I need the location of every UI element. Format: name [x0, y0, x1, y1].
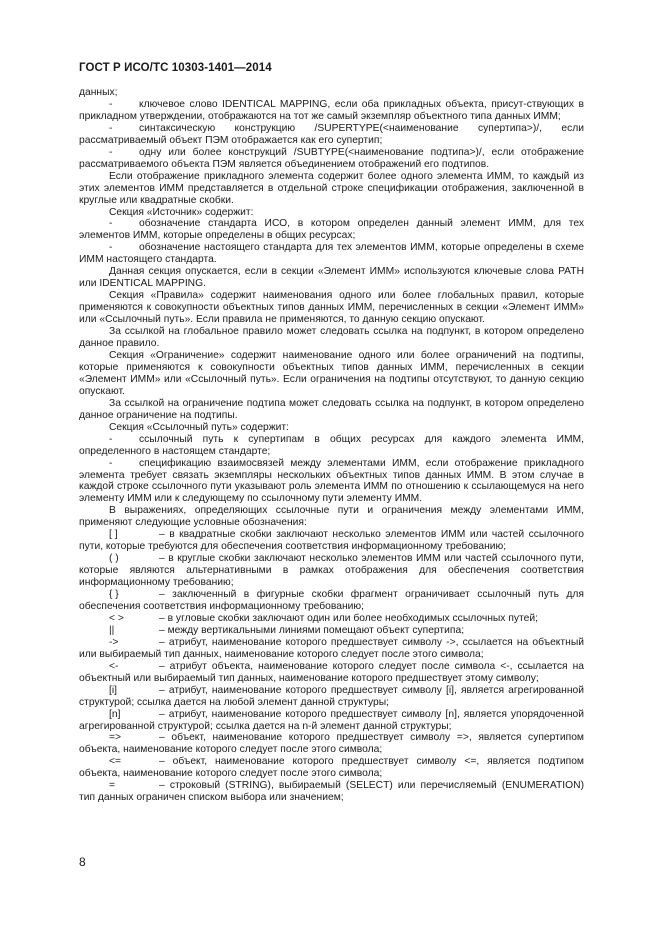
- paragraph-text: – атрибут, наименование которого предшествует символу [i], является агрегированной структурой; ссылка дается на любой элемент данной структуры;: [79, 684, 584, 708]
- paragraph-text: ключевое слово IDENTICAL MAPPING, если оба прикладных объекта, присут-ствующих в прикладном утверждении, отображаются на тот же самый экземпляр объектного типа данных ИММ;: [79, 98, 584, 122]
- list-marker: -: [109, 146, 113, 158]
- paragraph-text: Секция «Ссылочный путь» содержит:: [109, 421, 289, 433]
- notation-item: [79, 732, 584, 756]
- notation-item: [79, 709, 584, 733]
- list-item: [79, 99, 584, 123]
- list-marker: -: [109, 242, 113, 254]
- paragraph-text: ссылочный путь к супертипам в общих ресурсах для каждого элемента ИММ, определенного в настоящем стандарте;: [79, 433, 584, 457]
- notation-item: [79, 637, 584, 661]
- notation-item: [79, 589, 584, 613]
- list-marker: -: [109, 98, 113, 110]
- page-number: 8: [79, 855, 86, 869]
- notation-item: [79, 529, 584, 553]
- paragraph-text: одну или более конструкций /SUBTYPE(<наименование подтипа>)/, если отображение рассматриваемого объекта ПЭМ является объединением отображений его подтипов.: [79, 146, 584, 170]
- paragraph: [79, 266, 584, 290]
- paragraph-text: – атрибут, наименование которого предшествует символу ->, ссылается на объектный или выбираемый тип данных, наименование которого следует после этого символа;: [79, 636, 584, 660]
- paragraph-text: – объект, наименование которого предшествует символу <=, является подтипом объекта, наименование которого следует после этого символа;: [79, 756, 584, 780]
- paragraph-text: За ссылкой на глобальное правило может следовать ссылка на подпункт, в котором определено данное правило.: [79, 326, 584, 350]
- list-marker: -: [109, 433, 113, 445]
- paragraph-text: синтаксическую конструкцию /SUPERTYPE(<наименование супертипа>)/, если рассматриваемый объект ПЭМ отображается как его супертип;: [79, 122, 584, 146]
- paragraph: [79, 505, 584, 529]
- paragraph-text: – объект, наименование которого предшествует символу =>, является супертипом объекта, наименование которого следует после этого символа;: [79, 732, 584, 756]
- list-item: [79, 458, 584, 506]
- paragraph-text: спецификацию взаимосвязей между элементами ИММ, если отображение прикладного элемента требует связать экземпляры нескольких объектных типов данных ИММ. В этом случае в каждой строке ссылочного пути указывают роль элемента ИММ по отношению к ссылающемуся на него элементу ИММ или к следующему по ссылочному пути элементу ИММ.: [79, 457, 584, 505]
- page-header-title: ГОСТ Р ИСО/ТС 10303-1401—2014: [79, 62, 272, 74]
- list-item: [79, 123, 584, 147]
- notation-symbol: { }: [109, 589, 119, 601]
- paragraph-text: – между вертикальными линиями помещают объект супертипа;: [159, 624, 465, 636]
- notation-symbol: ( ): [109, 553, 119, 565]
- paragraph: [79, 87, 584, 99]
- list-item: [79, 242, 584, 266]
- paragraph-text: – строковый (STRING), выбираемый (SELECT) или перечисляемый (ENUMERATION) тип данных ограничен списком выбора или значением;: [79, 780, 584, 804]
- paragraph: [79, 171, 584, 207]
- notation-symbol: <=: [109, 756, 122, 768]
- paragraph: [79, 422, 584, 434]
- paragraph-text: Данная секция опускается, если в секции «Элемент ИММ» используются ключевые слова PATH или IDENTICAL MAPPING.: [79, 266, 584, 290]
- paragraph-text: В выражениях, определяющих ссылочные пути и ограничения между элементами ИММ, применяют следующие условные обозначения:: [79, 505, 584, 529]
- list-item: [79, 218, 584, 242]
- paragraph-text: Секция «Источник» содержит:: [109, 206, 254, 218]
- paragraph-text: данных;: [79, 87, 118, 98]
- list-marker: -: [109, 457, 113, 469]
- notation-item: [79, 780, 584, 804]
- list-marker: -: [109, 122, 113, 134]
- page-body: [79, 87, 584, 804]
- list-item: [79, 434, 584, 458]
- paragraph: [79, 290, 584, 326]
- notation-symbol: [n]: [109, 708, 121, 720]
- paragraph-text: обозначение настоящего стандарта для тех элементов ИММ, которые определены в схеме ИММ настоящего стандарта.: [79, 242, 584, 266]
- paragraph-text: Если отображение прикладного элемента содержит более одного элемента ИММ, то каждый из этих элементов ИММ представляется в отдельной строке спецификации отображения, заключенной в круглые или квадратные скобки.: [79, 170, 584, 206]
- notation-item: [79, 685, 584, 709]
- paragraph-text: Секция «Правила» содержит наименования одного или более глобальных правил, которые применяются к совокупности объектных типов данных ИММ, перечисленных в секции «Элемент ИММ» или «Ссылочный путь». Если правила не применяются, то данную секцию опускают.: [79, 290, 584, 326]
- paragraph: [79, 326, 584, 350]
- paragraph: [79, 350, 584, 398]
- notation-symbol: < >: [109, 612, 124, 624]
- paragraph-text: – атрибут, наименование которого предшествует символу [n], является упорядоченной агрегированной структурой; ссылка дается на n-й элемент данной структуры;: [79, 708, 584, 732]
- notation-symbol: [i]: [109, 684, 118, 696]
- paragraph-text: За ссылкой на ограничение подтипа может следовать ссылка на подпункт, в котором определено данное ограничение на подтипы.: [79, 397, 584, 421]
- paragraph-text: – в квадратные скобки заключают несколько элементов ИММ или частей ссылочного пути, которые требуются для обеспечения соответствия информационному требованию;: [79, 529, 584, 553]
- notation-item: [79, 661, 584, 685]
- notation-symbol: ||: [109, 624, 115, 636]
- paragraph-text: – в круглые скобки заключают несколько элементов ИММ или частей ссылочного пути, которые являются альтернативными в рамках отображения для обеспечения соответствия информационному требованию;: [79, 553, 584, 589]
- notation-item: [79, 553, 584, 589]
- notation-symbol: =: [109, 780, 116, 792]
- list-marker: -: [109, 218, 113, 230]
- notation-symbol: [ ]: [109, 529, 118, 541]
- paragraph-text: обозначение стандарта ИСО, в котором определен данный элемент ИММ, для тех элементов ИММ, которые определены в общих ресурсах;: [79, 218, 584, 242]
- paragraph-text: – атрибут объекта, наименование которого следует после символа <-, ссылается на объектный или выбираемый тип данных, наименование которого предшествует этому символу;: [79, 660, 584, 684]
- notation-symbol: <-: [109, 660, 119, 672]
- list-item: [79, 147, 584, 171]
- paragraph-text: – в угловые скобки заключают один или более необходимых ссылочных путей;: [159, 612, 538, 624]
- paragraph: [79, 398, 584, 422]
- notation-item: [79, 756, 584, 780]
- paragraph-text: – заключенный в фигурные скобки фрагмент ограничивает ссылочный путь для обеспечения соответствия информационному требованию;: [79, 589, 584, 612]
- notation-symbol: =>: [109, 732, 122, 744]
- notation-symbol: ->: [109, 636, 119, 648]
- notation-item: [79, 625, 584, 637]
- paragraph: [79, 207, 584, 219]
- notation-item: [79, 613, 584, 625]
- paragraph-text: Секция «Ограничение» содержит наименование одного или более ограничений на подтипы, которые применяются к совокупности объектных типов данных ИММ, перечисленных в секции «Элемент ИММ» или «Ссылочный путь». Если ограничения на подтипы отсутствуют, то данную секцию опускают.: [79, 349, 584, 397]
